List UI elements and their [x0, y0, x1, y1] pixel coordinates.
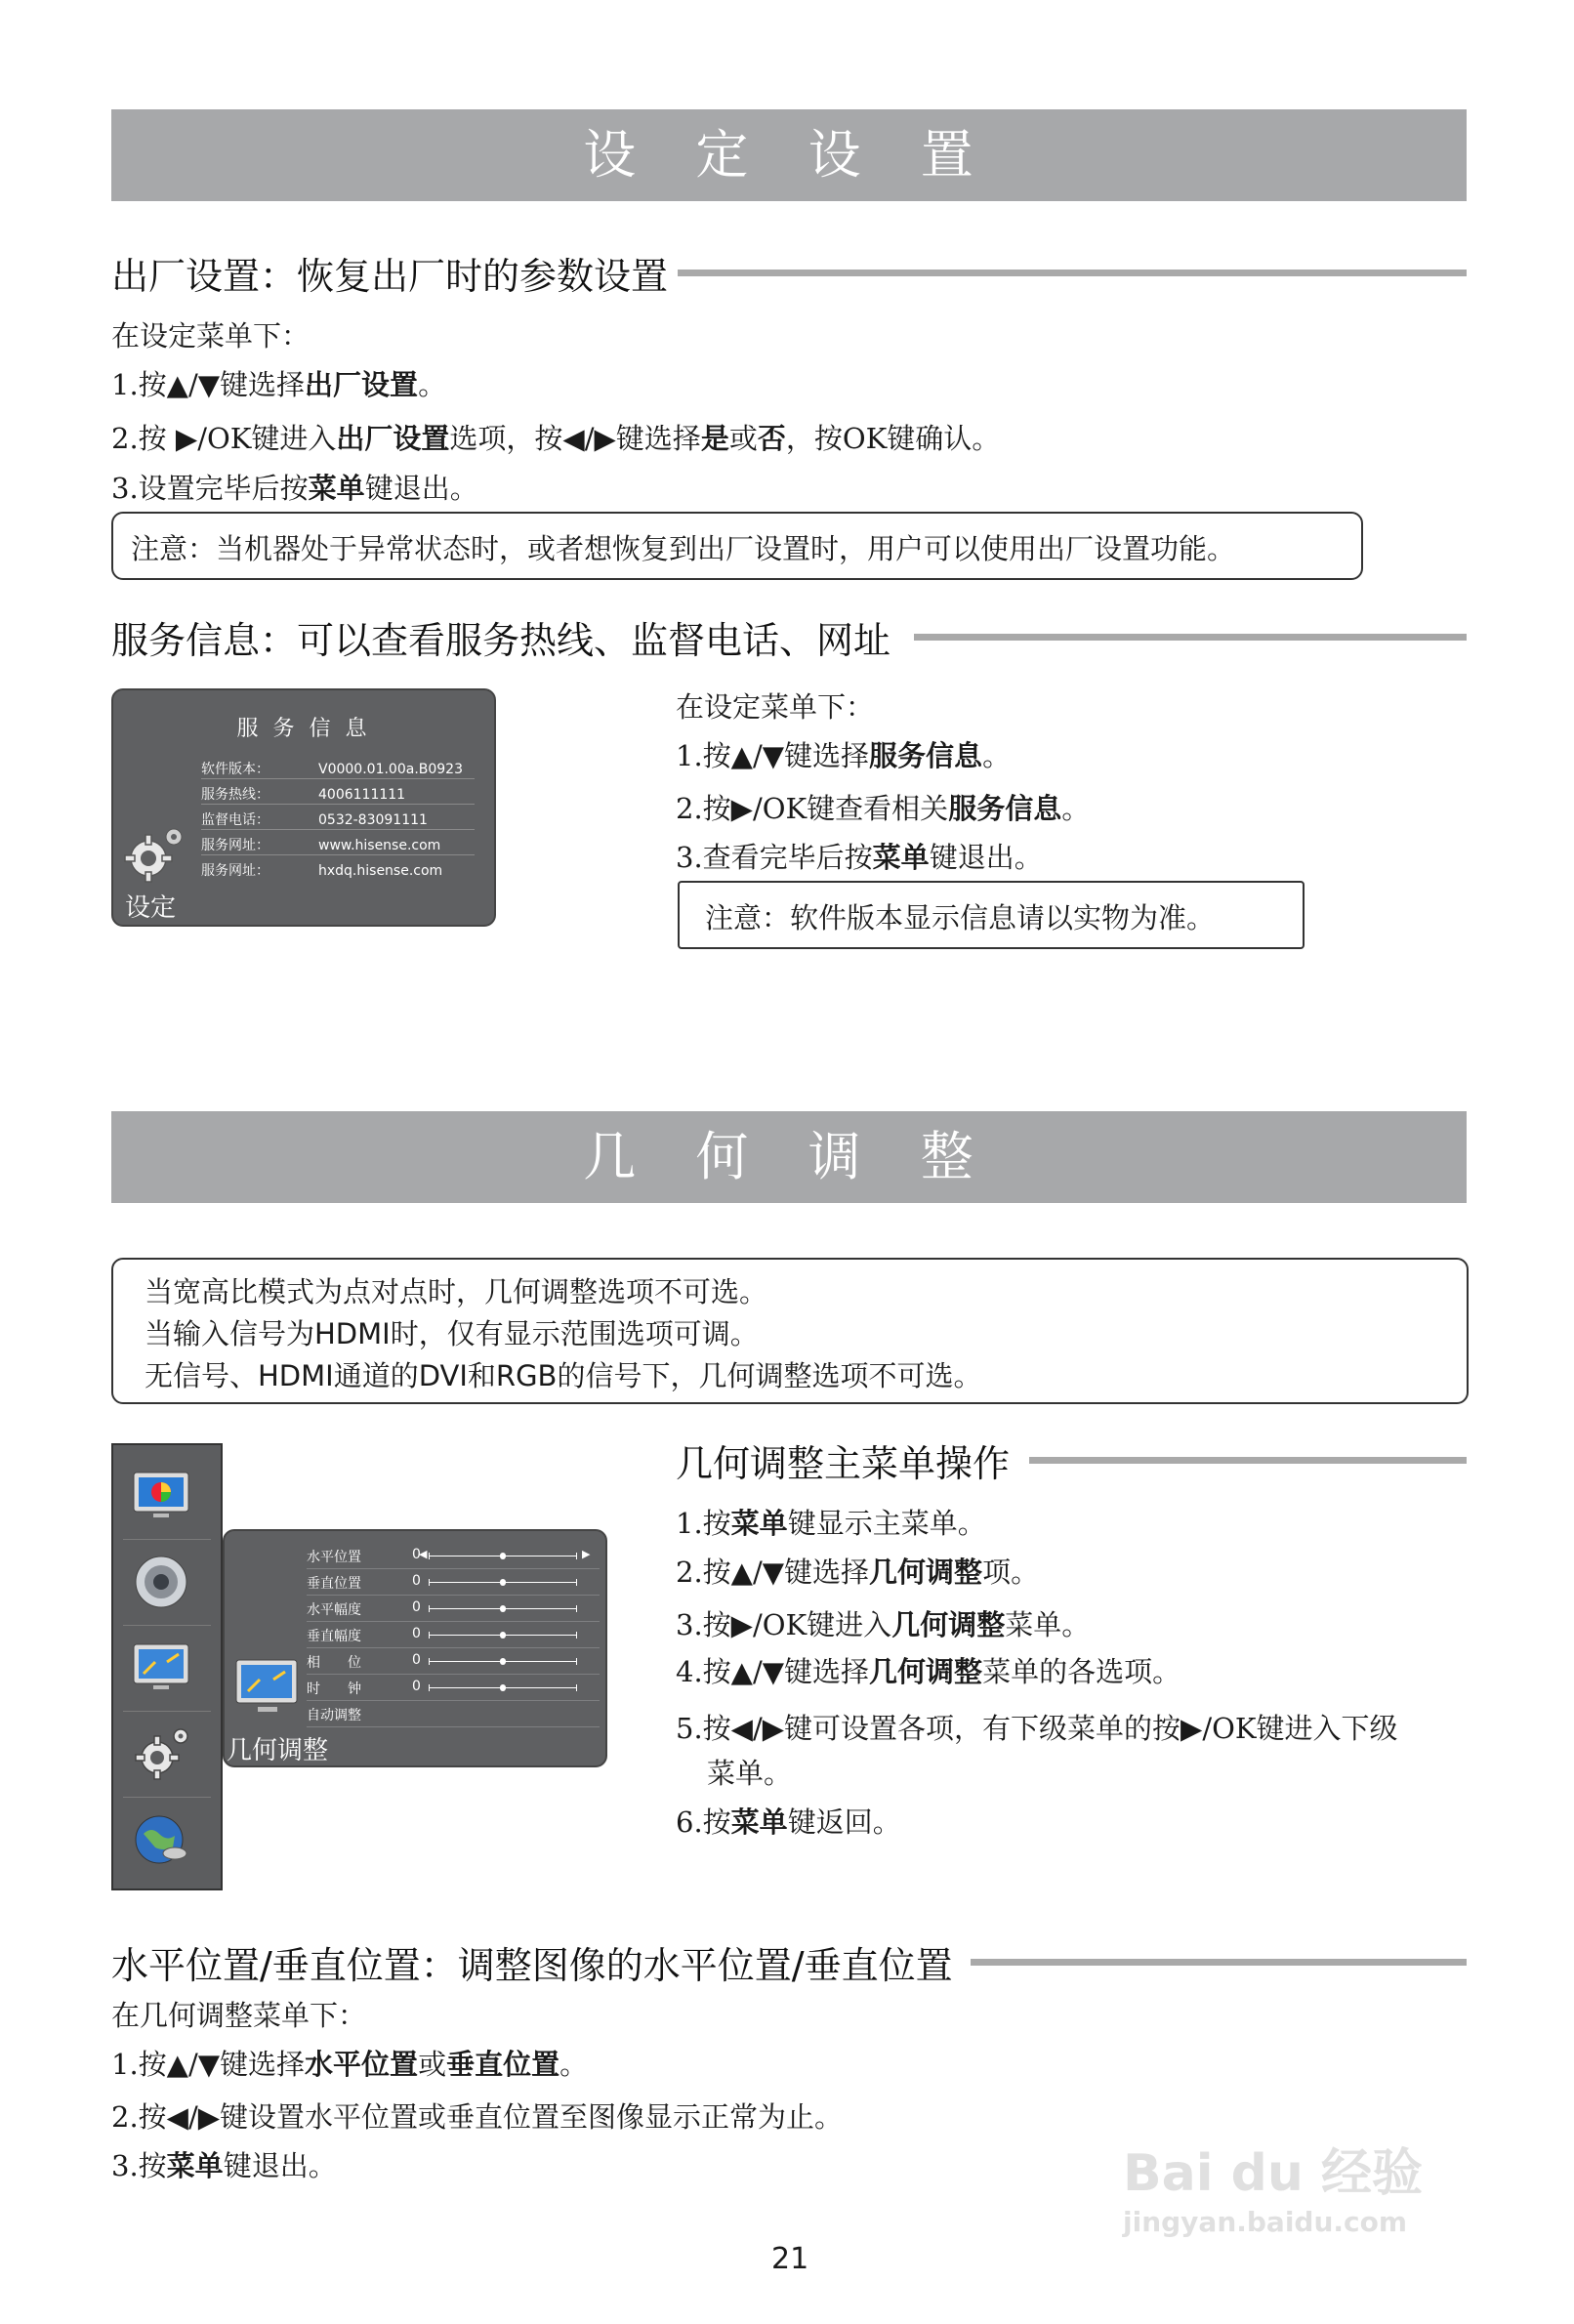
position-heading-row	[111, 1935, 1467, 1989]
geometry-menu-item[interactable]	[307, 1569, 600, 1596]
geometry-menu-item-label: 垂直位置	[307, 1576, 361, 1592]
geometry-menu-item[interactable]	[307, 1622, 600, 1648]
slider-knob[interactable]	[500, 1579, 506, 1586]
geometry-step-3: 3.按▶/OK键进入几何调整菜单。	[676, 1608, 1091, 1641]
settings-banner: 设 定 设 置	[111, 109, 1467, 201]
geometry-panel-label: 几何调整	[227, 1736, 329, 1765]
geometry-menu-list	[307, 1543, 600, 1738]
row-divider	[307, 1726, 600, 1727]
service-info-panel	[111, 688, 496, 927]
service-row: 监督电话： 0532-83091111	[201, 812, 428, 828]
service-note: 注意：软件版本显示信息请以实物为准。	[678, 881, 1305, 949]
geometry-note-line: 无信号、HDMI通道的DVI和RGB的信号下，几何调整选项不可选。	[145, 1359, 982, 1392]
geometry-menu-item[interactable]	[307, 1648, 600, 1675]
service-panel-label: 设定	[125, 893, 177, 923]
service-intro: 在设定菜单下：	[676, 690, 875, 724]
service-panel-title: 服 务 信 息	[236, 717, 371, 741]
factory-note: 注意：当机器处于异常状态时，或者想恢复到出厂设置时，用户可以使用出厂设置功能。	[111, 512, 1363, 580]
geometry-step-6: 6.按菜单键返回。	[676, 1805, 901, 1839]
position-step-1: 1.按▲/▼键选择水平位置或垂直位置。	[111, 2048, 589, 2081]
position-step-2: 2.按◀/▶键设置水平位置或垂直位置至图像显示正常为止。	[111, 2100, 844, 2134]
geometry-note-line: 当宽高比模式为点对点时，几何调整选项不可选。	[145, 1275, 768, 1308]
page-number: 21	[771, 2242, 809, 2276]
slider-tick	[576, 1632, 577, 1639]
service-row: 服务热线： 4006111111	[201, 787, 406, 803]
service-row: 软件版本： V0000.01.00a.B0923	[201, 762, 463, 777]
slider-knob[interactable]	[500, 1658, 506, 1665]
slider-tick	[429, 1684, 430, 1691]
geometry-slider[interactable]	[430, 1608, 576, 1609]
geometry-menu-item-value: 0	[412, 1679, 421, 1694]
gear-icon	[119, 821, 187, 890]
heading-rule	[914, 634, 1467, 641]
geometry-menu-item-label: 水平位置	[307, 1550, 361, 1565]
gear-icon	[130, 1722, 192, 1785]
geometry-submenu-panel	[223, 1529, 607, 1767]
geometry-menu-item-value: 0	[412, 1573, 421, 1589]
geometry-banner: 几 何 调 整	[111, 1111, 1467, 1203]
geometry-slider[interactable]	[430, 1582, 576, 1583]
geometry-slider[interactable]	[430, 1635, 576, 1636]
geometry-slider[interactable]	[430, 1687, 576, 1688]
slider-knob[interactable]	[500, 1605, 506, 1612]
screen-icon	[130, 1637, 192, 1699]
service-step-3: 3.查看完毕后按菜单键退出。	[676, 841, 1043, 874]
slider-tick	[429, 1553, 430, 1559]
globe-icon	[130, 1808, 192, 1871]
heading-rule	[678, 270, 1467, 276]
factory-step-2: 2.按 ▶/OK键进入出厂设置选项，按◀/▶键选择是或否，按OK键确认。	[111, 422, 1001, 455]
geometry-menu-heading-row	[676, 1433, 1467, 1487]
geometry-menu-item[interactable]	[307, 1675, 600, 1701]
geometry-menu-item-value: 0	[412, 1652, 421, 1668]
slider-knob[interactable]	[500, 1632, 506, 1639]
geometry-menu-item-label: 水平幅度	[307, 1602, 361, 1618]
slider-tick	[429, 1605, 430, 1612]
slider-tick	[576, 1553, 577, 1559]
geometry-menu-item-label: 相 位	[307, 1655, 361, 1671]
factory-heading-row	[111, 246, 1467, 300]
slider-knob[interactable]	[500, 1553, 506, 1559]
geometry-menu-heading: 几何调整主菜单操作	[676, 1442, 1011, 1485]
right-arrow-icon[interactable]: ▶	[582, 1548, 591, 1560]
geometry-step-4: 4.按▲/▼键选择几何调整菜单的各选项。	[676, 1655, 1181, 1688]
geometry-menu-item-label: 自动调整	[307, 1708, 361, 1723]
slider-tick	[429, 1579, 430, 1586]
service-row: 服务网址： www.hisense.com	[201, 838, 441, 853]
speaker-icon	[130, 1551, 192, 1613]
geometry-menu-item-value: 0	[412, 1547, 421, 1562]
geometry-note	[111, 1258, 1469, 1404]
geometry-menu-item-label: 垂直幅度	[307, 1629, 361, 1644]
position-heading: 水平位置/垂直位置：调整图像的水平位置/垂直位置	[111, 1944, 953, 1987]
left-arrow-icon[interactable]: ◀	[419, 1548, 428, 1560]
service-step-2: 2.按▶/OK键查看相关服务信息。	[676, 792, 1091, 825]
slider-tick	[429, 1658, 430, 1665]
factory-step-1: 1.按▲/▼键选择出厂设置。	[111, 368, 447, 401]
service-step-1: 1.按▲/▼键选择服务信息。	[676, 739, 1012, 772]
factory-intro: 在设定菜单下：	[111, 319, 311, 353]
geometry-menu-item-value: 0	[412, 1599, 421, 1615]
factory-heading: 出厂设置：恢复出厂时的参数设置	[111, 255, 669, 298]
position-step-3: 3.按菜单键退出。	[111, 2149, 337, 2182]
geometry-step-5: 5.按◀/▶键可设置各项，有下级菜单的按▶/OK键进入下级	[676, 1712, 1398, 1745]
position-intro: 在几何调整菜单下：	[111, 1999, 367, 2032]
service-row: 服务网址： hxdq.hisense.com	[201, 863, 443, 879]
geometry-note-line: 当输入信号为HDMI时，仅有显示范围选项可调。	[145, 1317, 759, 1350]
picture-icon	[130, 1465, 192, 1527]
geometry-step-2: 2.按▲/▼键选择几何调整项。	[676, 1556, 1040, 1589]
geometry-menu-item[interactable]	[307, 1543, 600, 1569]
heading-rule	[971, 1959, 1467, 1966]
geometry-menu-item[interactable]	[307, 1701, 600, 1727]
geometry-step-5-cont: 菜单。	[707, 1757, 793, 1790]
slider-tick	[576, 1658, 577, 1665]
slider-tick	[576, 1579, 577, 1586]
geometry-menu-item-value: 0	[412, 1626, 421, 1641]
slider-tick	[576, 1684, 577, 1691]
geometry-menu-item-label: 时 钟	[307, 1681, 361, 1697]
menu-sidebar	[111, 1443, 223, 1890]
heading-rule	[1029, 1457, 1467, 1464]
slider-knob[interactable]	[500, 1684, 506, 1691]
geometry-slider[interactable]	[430, 1661, 576, 1662]
service-heading: 服务信息：可以查看服务热线、监督电话、网址	[111, 619, 891, 662]
slider-tick	[429, 1632, 430, 1639]
service-heading-row	[111, 610, 1467, 664]
geometry-menu-item[interactable]	[307, 1596, 600, 1622]
slider-tick	[576, 1605, 577, 1612]
factory-step-3: 3.设置完毕后按菜单键退出。	[111, 472, 478, 505]
geometry-step-1: 1.按菜单键显示主菜单。	[676, 1507, 986, 1540]
watermark-logo: Bai du 经验 jingyan.baidu.com	[1123, 2144, 1423, 2238]
screen-icon	[232, 1656, 303, 1719]
